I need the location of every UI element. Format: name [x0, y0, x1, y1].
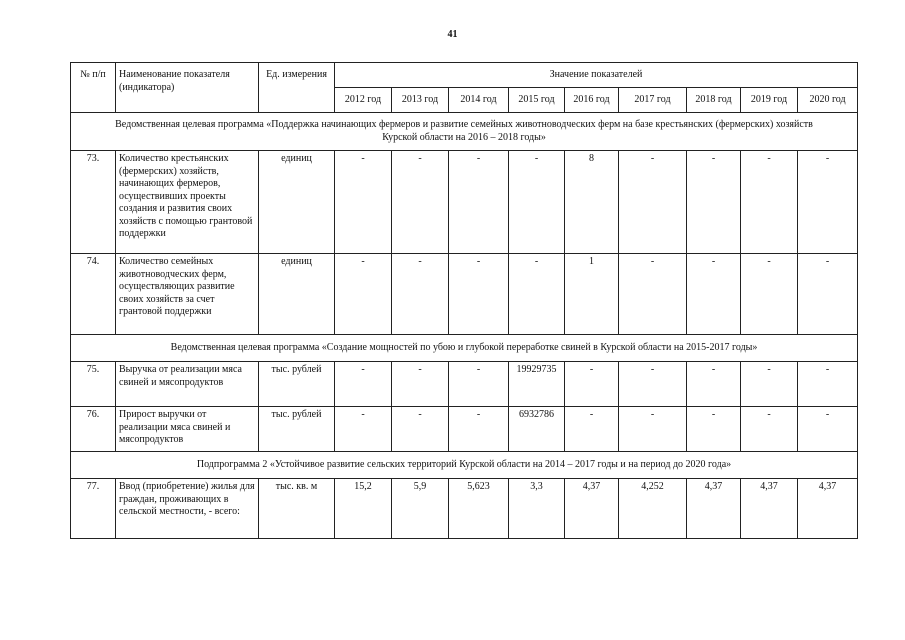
unit-cell: тыс. рублей — [259, 407, 335, 452]
indicators-table — [70, 62, 858, 539]
header-year: 2020 год — [798, 88, 858, 113]
value-cell: - — [335, 407, 392, 452]
row-number: 74. — [71, 254, 116, 335]
value-cell: 19929735 — [509, 362, 565, 407]
value-cell: - — [335, 362, 392, 407]
page-number: 41 — [447, 29, 458, 40]
value-cell: - — [392, 407, 449, 452]
section-title: Подпрограмма 2 «Устойчивое развитие сельских территорий Курской области на 2014 – 2017 годы и на период до 2020 года» — [71, 452, 858, 479]
table-row — [71, 151, 858, 254]
header-row — [71, 63, 858, 88]
table-row — [71, 362, 858, 407]
table-row — [71, 479, 858, 539]
header-year: 2015 год — [509, 88, 565, 113]
indicator-name: Выручка от реализации мяса свиней и мясопродуктов — [116, 362, 259, 407]
value-cell: - — [449, 407, 509, 452]
value-cell: - — [392, 362, 449, 407]
table-row — [71, 407, 858, 452]
section-row — [71, 335, 858, 362]
section-row — [71, 452, 858, 479]
value-cell: - — [449, 254, 509, 335]
value-cell: - — [687, 407, 741, 452]
indicator-name: Количество семейных животноводческих ферм, осуществляющих развитие своих хозяйств за счет грантовой поддержки — [116, 254, 259, 335]
value-cell: - — [335, 254, 392, 335]
section-title: Ведомственная целевая программа «Поддержка начинающих фермеров и развитие семейных животноводческих ферм на базе крестьянских (фермерских) хозяйств Курской области на 2016 – 2018 годы» — [71, 113, 858, 151]
header-values-group: Значение показателей — [335, 63, 858, 88]
header-year: 2018 год — [687, 88, 741, 113]
value-cell: - — [687, 151, 741, 254]
value-cell: - — [392, 151, 449, 254]
value-cell: - — [741, 254, 798, 335]
value-cell: - — [798, 254, 858, 335]
header-year: 2012 год — [335, 88, 392, 113]
value-cell: - — [798, 151, 858, 254]
header-num: № п/п — [71, 63, 116, 113]
section-row — [71, 113, 858, 151]
header-indicator-name: Наименование показателя (индикатора) — [116, 63, 259, 113]
value-cell: 15,2 — [335, 479, 392, 539]
value-cell: - — [509, 254, 565, 335]
value-cell: - — [741, 407, 798, 452]
value-cell: - — [741, 362, 798, 407]
row-number: 77. — [71, 479, 116, 539]
table-row — [71, 254, 858, 335]
indicator-name: Прирост выручки от реализации мяса свиней и мясопродуктов — [116, 407, 259, 452]
value-cell: 3,3 — [509, 479, 565, 539]
header-year: 2014 год — [449, 88, 509, 113]
value-cell: - — [509, 151, 565, 254]
value-cell: 5,9 — [392, 479, 449, 539]
header-unit: Ед. измерения — [259, 63, 335, 113]
value-cell: - — [449, 151, 509, 254]
value-cell: - — [798, 407, 858, 452]
value-cell: 8 — [565, 151, 619, 254]
unit-cell: единиц — [259, 151, 335, 254]
unit-cell: единиц — [259, 254, 335, 335]
unit-cell: тыс. рублей — [259, 362, 335, 407]
value-cell: - — [392, 254, 449, 335]
value-cell: 4,37 — [798, 479, 858, 539]
value-cell: - — [687, 362, 741, 407]
value-cell: - — [619, 151, 687, 254]
header-year: 2013 год — [392, 88, 449, 113]
value-cell: 4,37 — [741, 479, 798, 539]
value-cell: 1 — [565, 254, 619, 335]
value-cell: 4,37 — [687, 479, 741, 539]
header-year: 2019 год — [741, 88, 798, 113]
indicator-name: Количество крестьянских (фермерских) хозяйств, начинающих фермеров, осуществивших проекты создания и развития своих хозяйств с помощью грантовой поддержки — [116, 151, 259, 254]
row-number: 73. — [71, 151, 116, 254]
value-cell: 4,252 — [619, 479, 687, 539]
unit-cell: тыс. кв. м — [259, 479, 335, 539]
value-cell: 5,623 — [449, 479, 509, 539]
value-cell: 4,37 — [565, 479, 619, 539]
value-cell: - — [619, 362, 687, 407]
value-cell: - — [565, 407, 619, 452]
value-cell: - — [687, 254, 741, 335]
value-cell: 6932786 — [509, 407, 565, 452]
header-year: 2016 год — [565, 88, 619, 113]
header-year: 2017 год — [619, 88, 687, 113]
value-cell: - — [449, 362, 509, 407]
value-cell: - — [741, 151, 798, 254]
value-cell: - — [335, 151, 392, 254]
value-cell: - — [619, 407, 687, 452]
section-title: Ведомственная целевая программа «Создание мощностей по убою и глубокой переработке свиней в Курской области на 2015-2017 годы» — [71, 335, 858, 362]
row-number: 76. — [71, 407, 116, 452]
value-cell: - — [798, 362, 858, 407]
indicator-name: Ввод (приобретение) жилья для граждан, проживающих в сельской местности, - всего: — [116, 479, 259, 539]
row-number: 75. — [71, 362, 116, 407]
value-cell: - — [619, 254, 687, 335]
value-cell: - — [565, 362, 619, 407]
